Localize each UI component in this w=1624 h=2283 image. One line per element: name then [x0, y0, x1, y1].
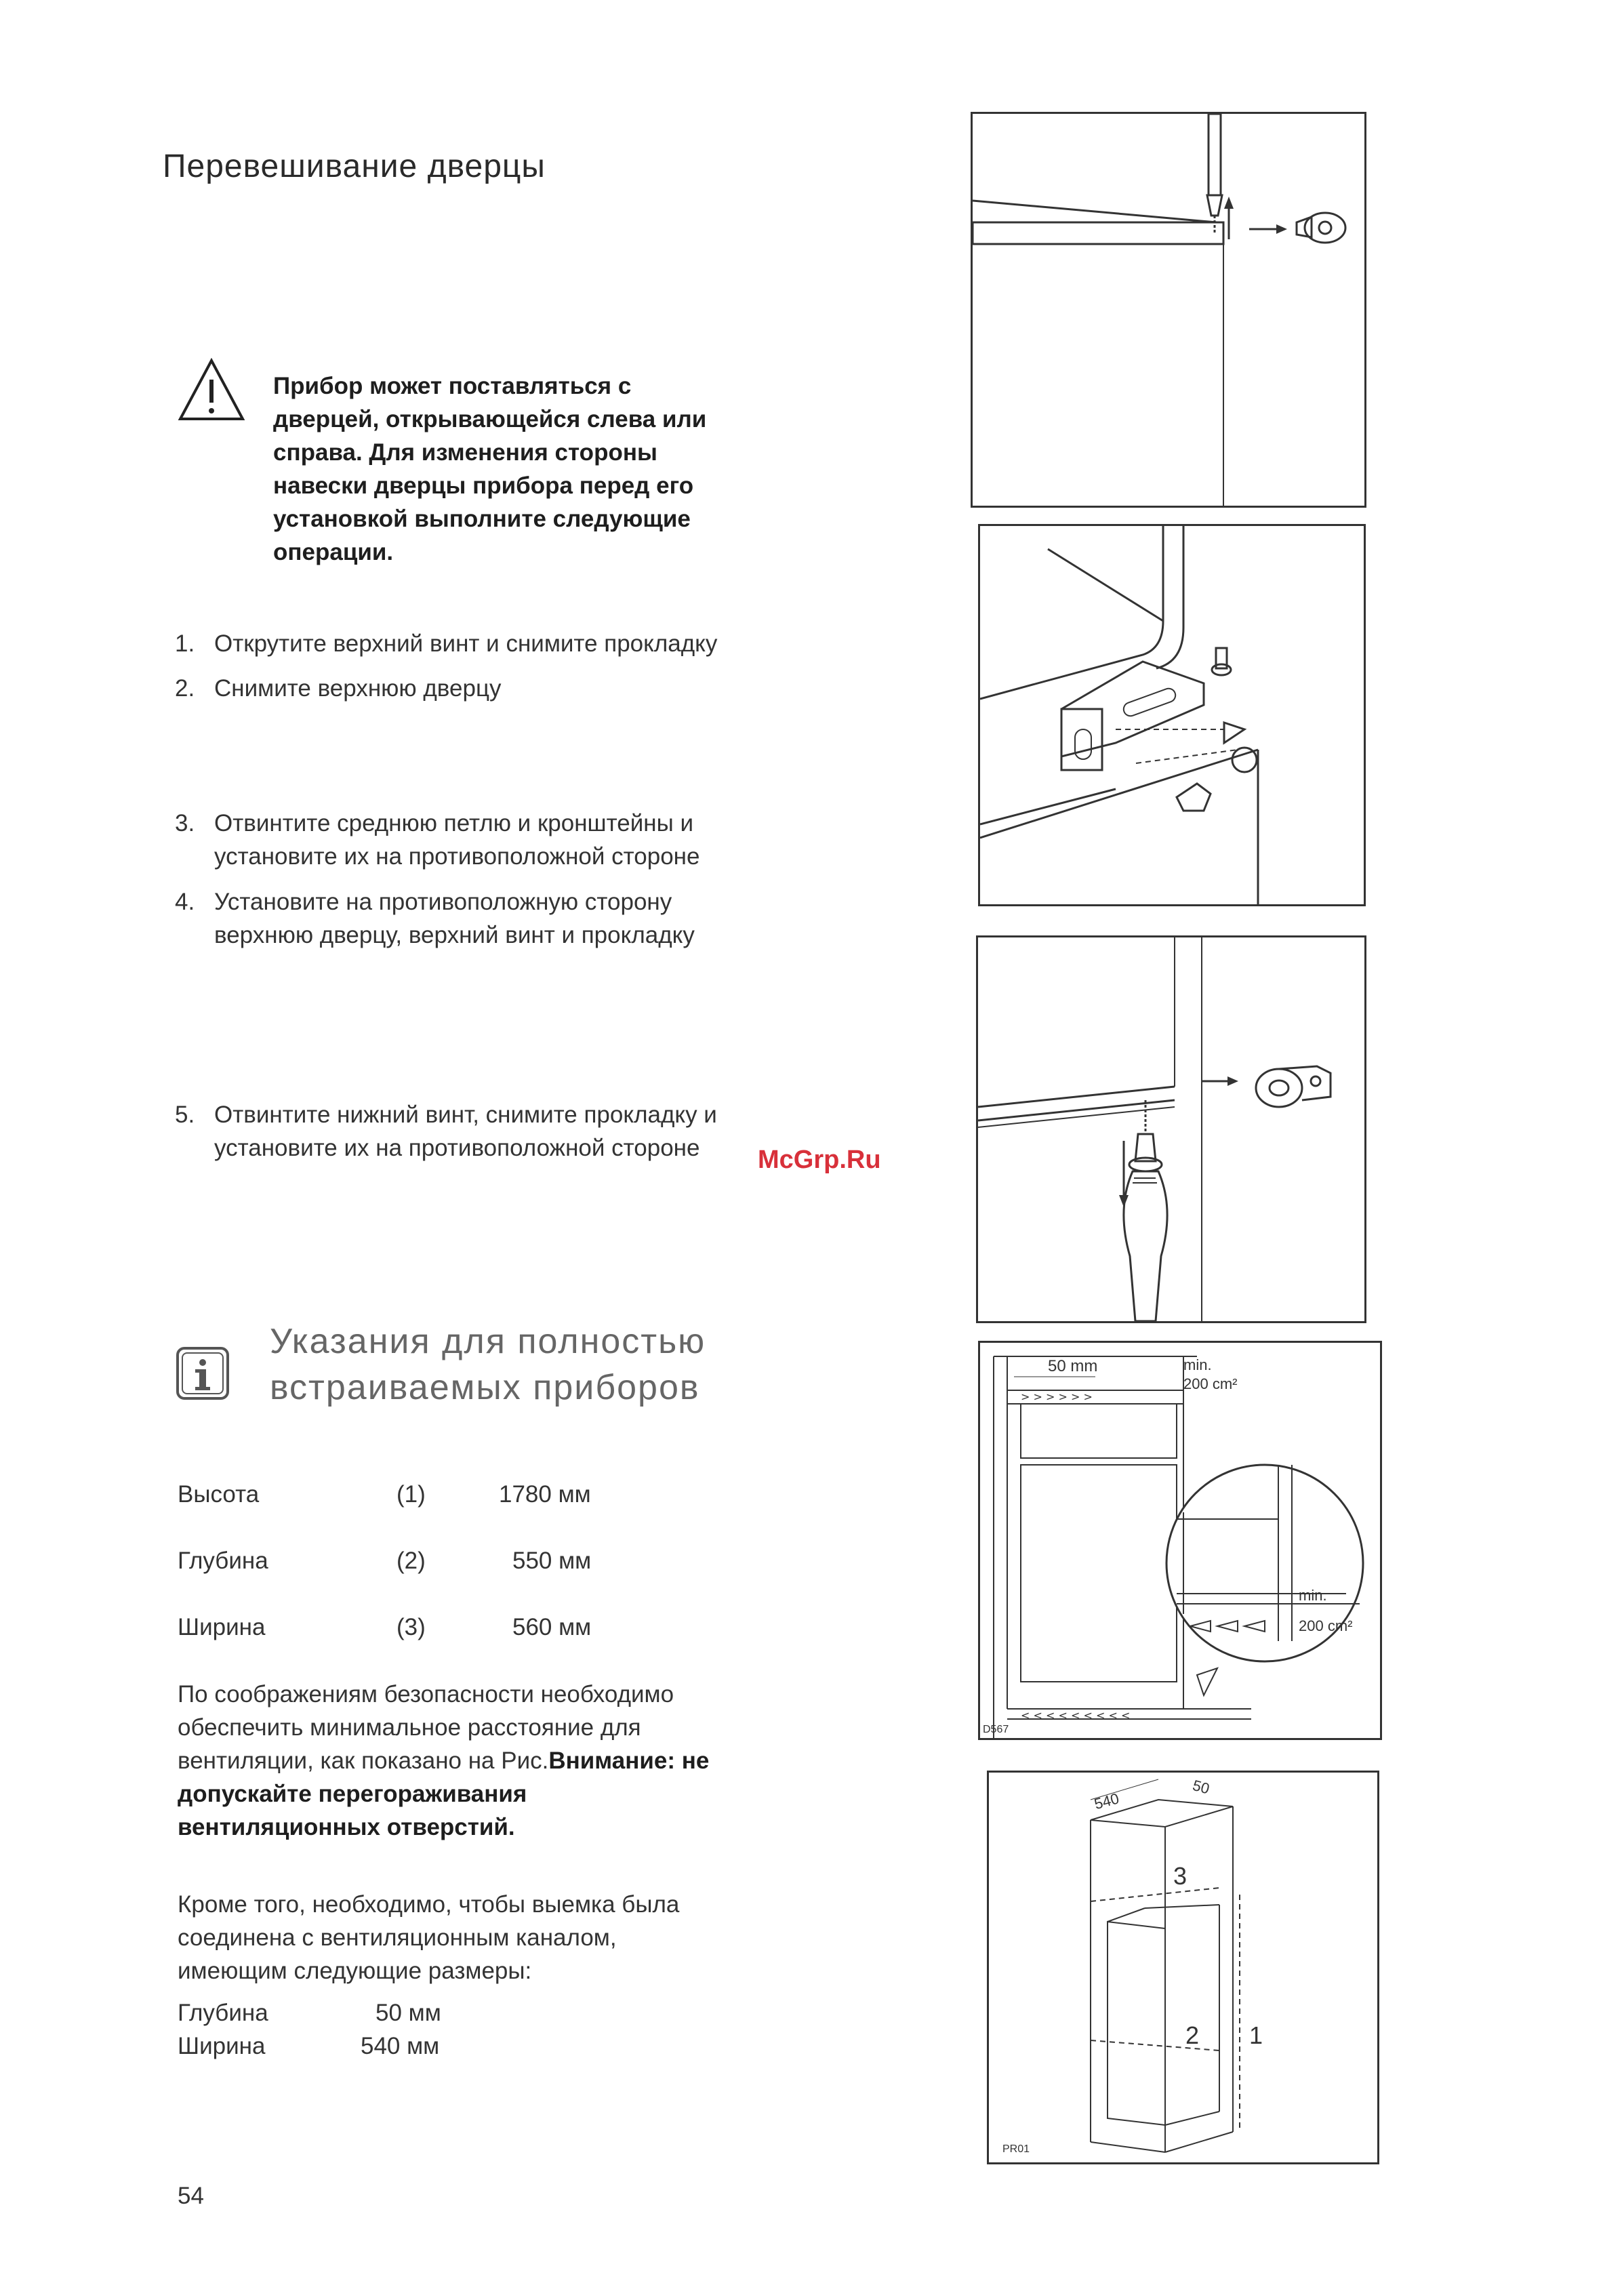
warning-line: справа. Для изменения стороны	[273, 439, 657, 466]
figure-niche-dimensions	[987, 1771, 1379, 2164]
info-heading-line: встраиваемых приборов	[270, 1368, 700, 1407]
step-number: 1.	[175, 630, 195, 657]
step-text: Отвинтите среднюю петлю и кронштейны и	[214, 810, 694, 836]
fig-ref-1: 1	[1249, 2021, 1263, 2049]
safety-paragraph	[178, 1678, 882, 1844]
channel-dim-label: Глубина	[178, 2000, 268, 2026]
step-text: установите их на противоположной стороне	[214, 1135, 700, 1161]
paragraph-line: допускайте перегораживания	[178, 1781, 527, 1807]
step-number: 3.	[175, 810, 195, 836]
fig-ref-2: 2	[1185, 2021, 1200, 2049]
paragraph-line: соединена с вентиляционным каналом,	[178, 1924, 617, 1951]
channel-paragraph	[178, 1888, 882, 1987]
step-4	[175, 885, 893, 953]
paragraph-line: Кроме того, необходимо, чтобы выемка была	[178, 1891, 680, 1918]
fig-code-d567: D567	[983, 1724, 1009, 1735]
dim-value: 1780 мм	[499, 1481, 591, 1508]
step-2	[175, 672, 893, 706]
dim-ref: (2)	[397, 1548, 426, 1574]
fig-min-bottom: min.	[1299, 1587, 1327, 1604]
dim-ref: (1)	[397, 1481, 426, 1508]
warning-line: дверцей, открывающейся слева или	[273, 406, 707, 432]
step-3	[175, 807, 893, 874]
fig-area-top: 200 cm²	[1183, 1375, 1238, 1392]
warning-line: навески дверцы прибора перед его	[273, 472, 694, 499]
attention-label: Внимание: не	[548, 1747, 710, 1774]
figure-middle-hinge	[978, 524, 1366, 906]
step-text: Установите на противоположную сторону	[214, 889, 672, 915]
fig-code-pr01: PR01	[1002, 2143, 1030, 2155]
fig-area-bottom: 200 cm²	[1299, 1617, 1353, 1634]
step-number: 4.	[175, 889, 195, 915]
warning-line: операции.	[273, 539, 394, 565]
page-number: 54	[178, 2183, 204, 2209]
channel-dim-value: 50 мм	[375, 2000, 441, 2026]
warning-line: Прибор может поставляться с	[273, 373, 632, 399]
figure-bottom-screw	[976, 935, 1366, 1323]
dim-label: Глубина	[178, 1548, 268, 1574]
page-title: Перевешивание дверцы	[163, 148, 546, 184]
step-text: верхнюю дверцу, верхний винт и прокладку	[214, 922, 695, 948]
paragraph-line: обеспечить минимальное расстояние для	[178, 1714, 641, 1741]
fig-min-top: min.	[1183, 1356, 1212, 1373]
warning-icon	[178, 358, 245, 423]
info-icon	[175, 1346, 230, 1401]
info-heading-line: Указания для полностью	[270, 1322, 706, 1361]
paragraph-text: вентиляции, как показано на Рис.	[178, 1747, 549, 1774]
warning-line: установкой выполните следующие	[273, 506, 691, 532]
dim-label: Высота	[178, 1481, 260, 1508]
svg-text:< < < < < < < < <: < < < < < < < < <	[1021, 1709, 1131, 1722]
fig-dim-540: 540	[1092, 1790, 1121, 1813]
paragraph-line: По соображениям безопасности необходимо	[178, 1681, 674, 1708]
dim-label: Ширина	[178, 1614, 266, 1640]
step-1	[175, 627, 893, 661]
info-heading	[270, 1318, 880, 1411]
svg-text:> > > > > >: > > > > > >	[1021, 1390, 1093, 1403]
dim-value: 550 мм	[512, 1548, 592, 1574]
warning-text	[273, 369, 883, 569]
paragraph-line	[178, 1744, 882, 1777]
step-number: 2.	[175, 675, 195, 702]
fig-dim-50: 50	[1191, 1776, 1212, 1798]
figure-top-screw	[971, 112, 1366, 508]
channel-dim-value: 540 мм	[361, 2033, 440, 2059]
step-text: установите их на противоположной стороне	[214, 843, 700, 870]
step-text: Отвинтите нижний винт, снимите прокладку и	[214, 1102, 717, 1128]
step-number: 5.	[175, 1102, 195, 1128]
step-text: Открутите верхний винт и снимите прокладку	[214, 630, 718, 657]
channel-dim-label: Ширина	[178, 2033, 266, 2059]
figure-ventilation	[978, 1341, 1382, 1740]
dim-value: 560 мм	[512, 1614, 592, 1640]
watermark: McGrp.Ru	[758, 1146, 881, 1174]
paragraph-line: имеющим следующие размеры:	[178, 1958, 532, 1984]
paragraph-line: вентиляционных отверстий.	[178, 1814, 515, 1840]
step-text: Снимите верхнюю дверцу	[214, 675, 502, 702]
fig-ref-3: 3	[1173, 1862, 1187, 1890]
dim-ref: (3)	[397, 1614, 426, 1640]
fig-dim-50: 50 mm	[1048, 1357, 1098, 1375]
